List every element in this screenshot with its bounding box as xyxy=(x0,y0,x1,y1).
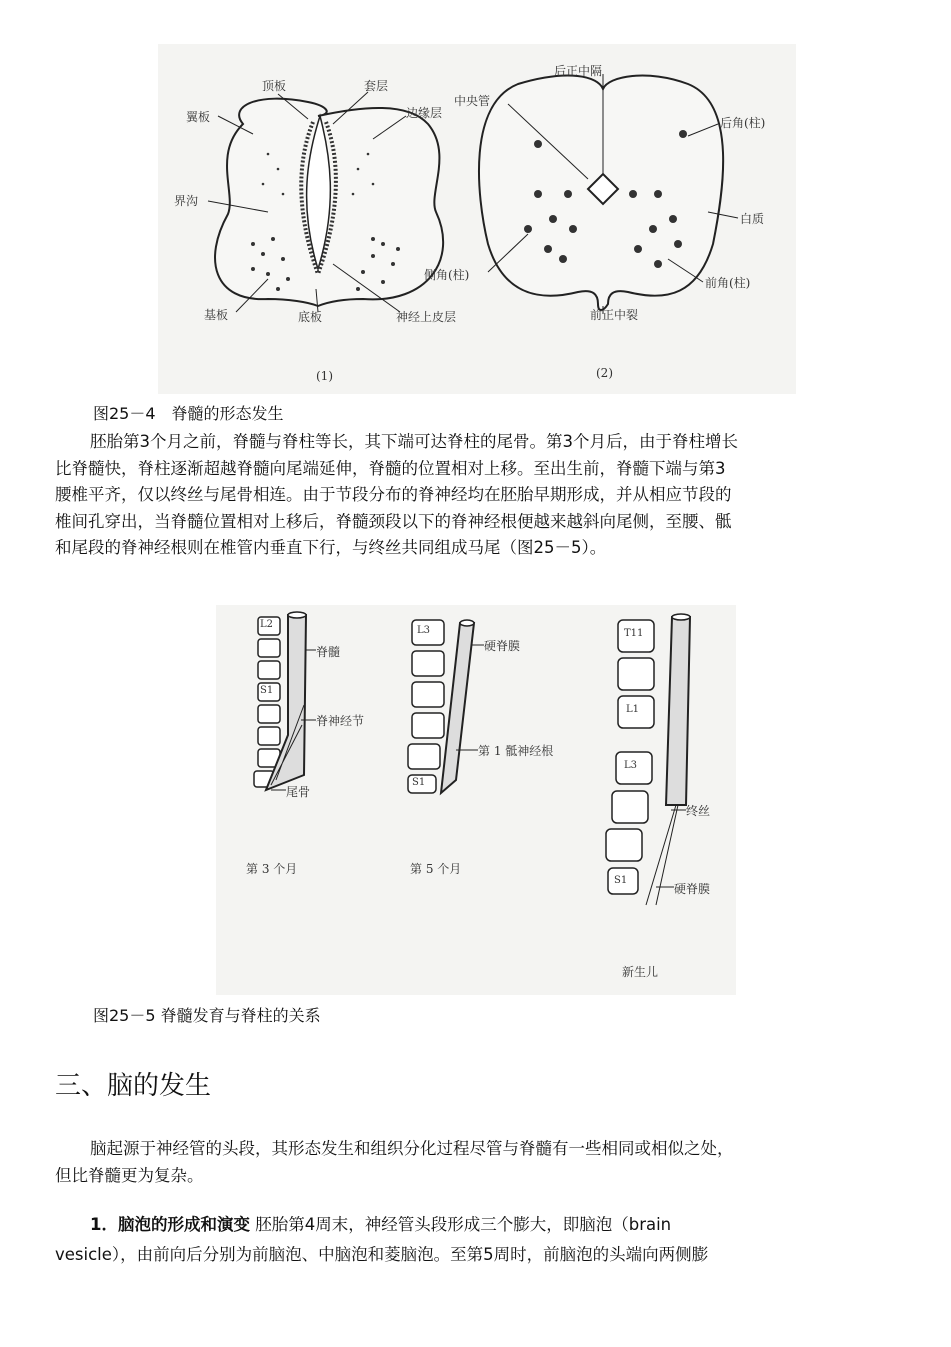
text-line xyxy=(55,1210,897,1240)
section-heading: 三、脑的发生 xyxy=(55,1071,212,1101)
label-alar-plate: 翼板 xyxy=(186,110,211,124)
text-line: 腰椎平齐，仅以终丝与尾骨相连。由于节段分布的脊神经均在胚胎早期形成，并从相应节段的 xyxy=(55,485,732,504)
text-run: 胚胎第4周末，神经管头段形成三个膨大，即脑泡（brain xyxy=(249,1215,672,1234)
label-posterior-median-septum: 后正中隔 xyxy=(554,64,603,78)
label-dura-mater: 硬脊膜 xyxy=(484,639,521,653)
label-anterior-median-fissure: 前正中裂 xyxy=(590,308,639,322)
label-central-canal: 中央管 xyxy=(454,94,491,108)
label-marginal-layer: 边缘层 xyxy=(406,106,443,120)
figure-25-4-caption: 图25－4 脊髓的形态发生 xyxy=(93,404,284,423)
text-line: vesicle），由前向后分别为前脑泡、中脑泡和菱脑泡。至第5周时，前脑泡的头端向两侧膨 xyxy=(55,1245,709,1264)
label-third-month: 第 3 个月 xyxy=(246,862,298,876)
vertebra-t11-label: T11 xyxy=(624,628,644,639)
label-spinal-cord: 脊髓 xyxy=(316,645,341,659)
label-spinal-ganglion: 脊神经节 xyxy=(316,714,365,728)
label-sulcus-limitans: 界沟 xyxy=(174,194,199,208)
paragraph-brain-origin xyxy=(55,1136,897,1189)
vertebra-l1-label: L1 xyxy=(626,704,640,715)
spinal-cord-vertebral-column-illustration xyxy=(216,605,736,995)
label-lateral-horn: 侧角(柱) xyxy=(424,268,470,282)
vertebra-s1-label: S1 xyxy=(412,777,426,788)
label-newborn: 新生儿 xyxy=(622,965,659,979)
paragraph-brain-vesicles xyxy=(55,1210,897,1270)
label-neuroepithelium: 神经上皮层 xyxy=(396,310,457,324)
text-line: 比脊髓快，脊柱逐渐超越脊髓向尾端延伸，脊髓的位置相对上移。至出生前，脊髓下端与第3 xyxy=(55,458,726,478)
label-anterior-horn: 前角(柱) xyxy=(705,276,751,290)
figure-25-5-caption: 图25－5 脊髓发育与脊柱的关系 xyxy=(93,1006,321,1025)
text-line: 但比脊髓更为复杂。 xyxy=(55,1165,204,1185)
figure-25-5 xyxy=(216,605,736,995)
vertebra-l2-label: L2 xyxy=(260,619,274,630)
label-fifth-month: 第 5 个月 xyxy=(410,862,462,876)
text-line: 和尾段的脊神经根则在椎管内垂直下行，与终丝共同组成马尾（图25－5）。 xyxy=(55,538,607,557)
label-posterior-horn: 后角(柱) xyxy=(720,116,766,130)
label-filum-terminale: 终丝 xyxy=(686,804,711,818)
label-roof-plate: 顶板 xyxy=(262,79,287,93)
label-basal-plate: 基板 xyxy=(204,308,229,322)
label-first-sacral-root: 第 1 骶神经根 xyxy=(478,744,554,758)
label-dura-mater: 硬脊膜 xyxy=(674,882,711,896)
text-line: 椎间孔穿出，当脊髓位置相对上移后，脊髓颈段以下的脊神经根便越来越斜向尾侧，至腰、骶 xyxy=(55,511,732,531)
label-panel-1: (1) xyxy=(316,369,333,383)
vertebra-l3-label: L3 xyxy=(417,625,431,636)
label-coccyx: 尾骨 xyxy=(286,785,311,799)
vertebra-l3-label: L3 xyxy=(624,760,638,771)
vertebra-s1-label: S1 xyxy=(260,685,274,696)
label-floor-plate: 底板 xyxy=(298,310,323,324)
label-panel-2: (2) xyxy=(596,366,613,380)
label-white-matter: 白质 xyxy=(740,212,765,226)
paragraph-spinal-cord-position xyxy=(55,429,897,562)
text-line: 脑起源于神经管的头段，其形态发生和组织分化过程尽管与脊髓有一些相同或相似之处， xyxy=(90,1139,734,1158)
subsection-title: 1．脑泡的形成和演变 xyxy=(90,1215,250,1234)
text-line: 胚胎第3个月之前，脊髓与脊柱等长，其下端可达脊柱的尾骨。第3个月后，由于脊柱增长 xyxy=(90,432,738,451)
label-mantle-layer: 套层 xyxy=(364,79,389,93)
vertebra-s1-label: S1 xyxy=(614,875,628,886)
figure-25-4 xyxy=(158,44,796,394)
